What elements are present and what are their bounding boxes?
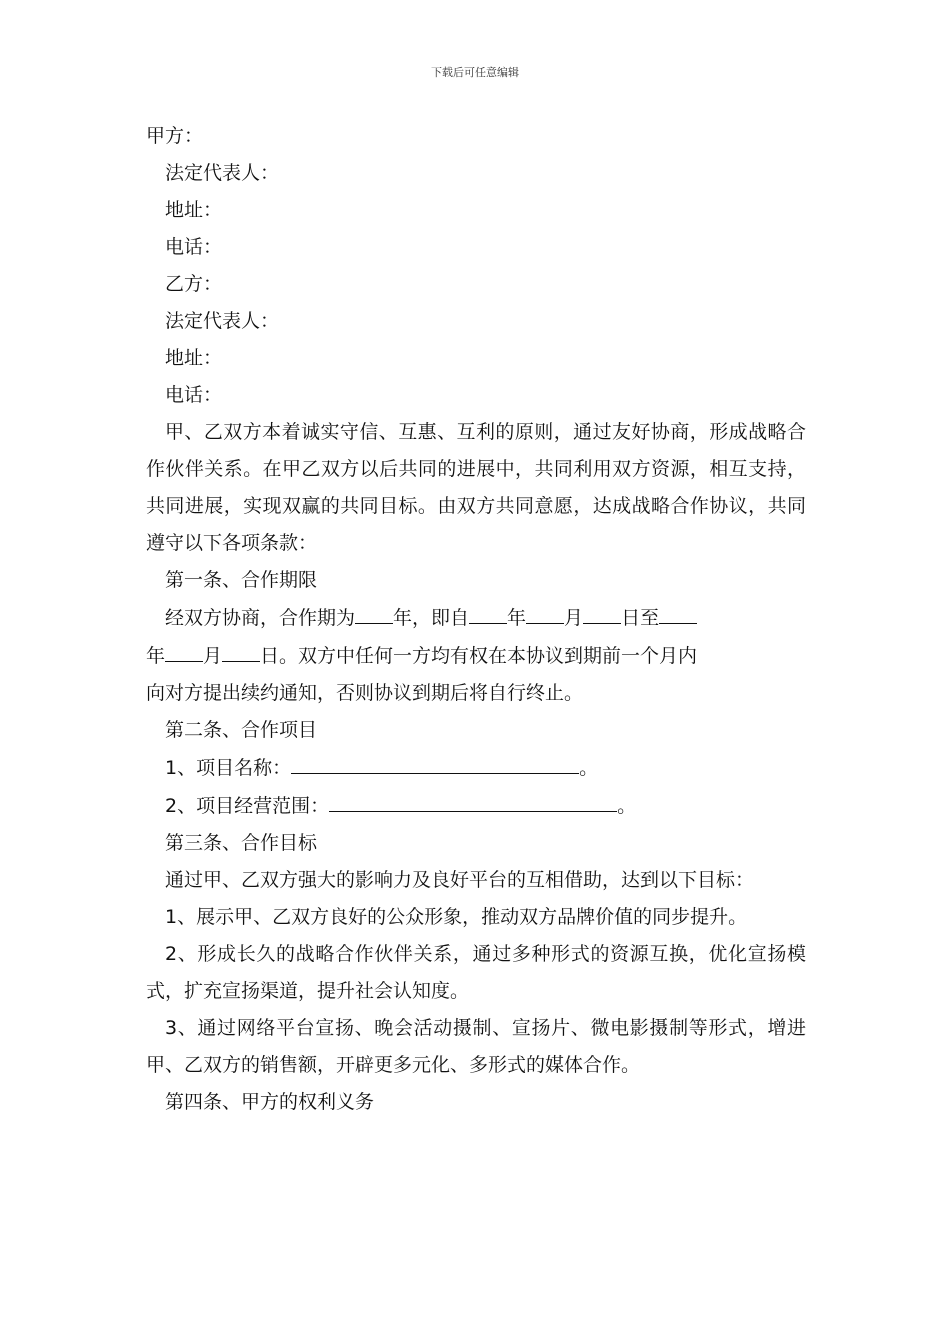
party-b-address: 地址：	[165, 347, 223, 369]
term-text: 年	[507, 607, 527, 629]
article4-title: 第四条、甲方的权利义务	[165, 1091, 375, 1113]
party-a-rep: 法定代表人：	[165, 162, 280, 184]
page-header: 下载后可任意编辑	[431, 66, 519, 79]
term-text: 年，即自	[393, 607, 470, 629]
party-a-phone: 电话：	[165, 236, 223, 258]
project-scope-label: 2、项目经营范围：	[165, 795, 330, 817]
term-text: 月	[203, 645, 223, 667]
term-text: 日至	[621, 607, 660, 629]
term-text: 经双方协商，合作期为	[165, 607, 356, 629]
article1-term-line-3: 向对方提出续约通知，否则协议到期后将自行终止。	[146, 682, 584, 704]
term-text: 日。双方中任何一方均有权在本协议到期前一个月内	[260, 645, 698, 667]
end-day-blank	[222, 637, 260, 662]
article2-title: 第二条、合作项目	[165, 719, 318, 741]
document-body	[146, 118, 806, 1121]
article1-title: 第一条、合作期限	[165, 569, 318, 591]
goal-item: 1、展示甲、乙双方良好的公众形象，推动双方品牌价值的同步提升。	[165, 906, 748, 928]
term-text: 年	[146, 645, 166, 667]
preamble-paragraph: 甲、乙双方本着诚实守信、互惠、互利的原则，通过友好协商，形成战略合作伙伴关系。在甲乙双方以后共同的进展中，共同利用双方资源，相互支持，共同进展，实现双赢的共同目标。由双方共同意愿，达成战略合作协议，共同遵守以下各项条款：	[146, 421, 806, 554]
start-year-blank	[469, 599, 507, 624]
end-month-blank	[165, 637, 203, 662]
project-name-blank	[291, 749, 579, 774]
party-a-title: 甲方：	[146, 125, 204, 147]
term-years-blank	[355, 599, 393, 624]
project-scope-line	[146, 787, 806, 825]
party-b-phone: 电话：	[165, 384, 223, 406]
party-a-address: 地址：	[165, 199, 223, 221]
start-day-blank	[583, 599, 621, 624]
start-month-blank	[526, 599, 564, 624]
article1-term-line-1	[146, 599, 806, 637]
party-b-rep: 法定代表人：	[165, 310, 280, 332]
article3-title: 第三条、合作目标	[165, 832, 318, 854]
project-name-line	[146, 749, 806, 787]
end-mark: 。	[579, 757, 599, 779]
goal-item: 2、形成长久的战略合作伙伴关系，通过多种形式的资源互换，优化宣扬模式，扩充宣扬渠道，提升社会认知度。	[146, 943, 806, 1002]
project-scope-blank	[329, 787, 617, 812]
article3-intro: 通过甲、乙双方强大的影响力及良好平台的互相借助，达到以下目标：	[165, 869, 755, 891]
project-name-label: 1、项目名称：	[165, 757, 292, 779]
end-year-blank	[659, 599, 697, 624]
article1-term-line-2	[146, 637, 806, 675]
term-text: 月	[564, 607, 584, 629]
end-mark: 。	[617, 795, 637, 817]
party-b-title: 乙方：	[165, 273, 223, 295]
goal-item: 3、通过网络平台宣扬、晚会活动摄制、宣扬片、微电影摄制等形式，增进甲、乙双方的销售额，开辟更多元化、多形式的媒体合作。	[146, 1017, 806, 1076]
